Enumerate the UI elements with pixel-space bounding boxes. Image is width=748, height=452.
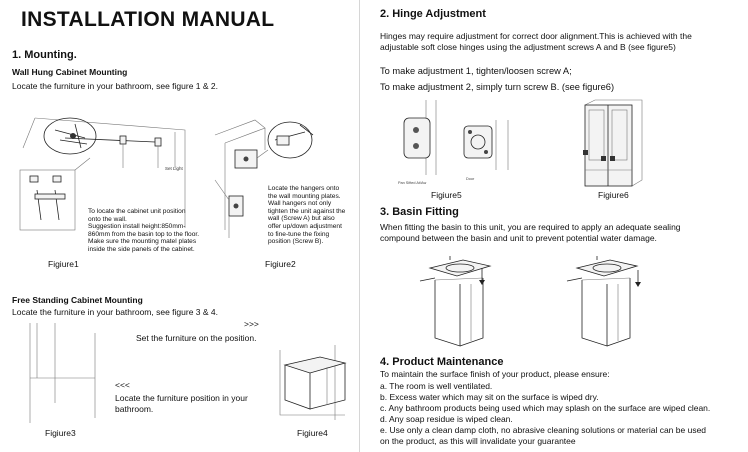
fig2-note: Locate the hangers onto the wall mounting plates. Wall hangers not only tighten the unit against the wall (Screw A) but also offer up/down adjustment to fine-tune the fixing position (Screw B). (268, 185, 346, 246)
arrows-left: <<< (115, 380, 130, 390)
maintenance-item: e. Use only a clean damp cloth, no abrasive cleaning solutions or material can be used (380, 425, 707, 435)
basin-heading: 3. Basin Fitting (380, 206, 459, 218)
figure2-caption: Figiure2 (265, 259, 296, 269)
maintenance-item: c. Any bathroom products being used which may splash on the surface are wiped clean. (380, 403, 711, 413)
basin-text: When fitting the basin to this unit, you are required to apply an adequate sealing compound between the basin and unit to prevent potential water damage. (380, 222, 681, 243)
manual-title: INSTALLATION MANUAL (21, 8, 275, 31)
fig5-label-1: Pan Sifted At/Aw (398, 181, 427, 185)
figure4-caption: Figiure4 (297, 428, 328, 438)
hinge-adjustment-2: To make adjustment 2, simply turn screw B. (see figure6) (380, 82, 615, 92)
maintenance-item: on the product, as this will invalidate your guarantee (380, 436, 576, 446)
maintenance-list (380, 381, 710, 447)
figure6-caption: Figiure6 (598, 190, 629, 200)
free-standing-subheading: Free Standing Cabinet Mounting (12, 295, 143, 305)
hinge-intro: Hinges may require adjustment for correct door alignment.This is achieved with the adjustable soft close hinges using the adjustment screws A and B (see figure5) (380, 31, 692, 52)
figure6-illustration (580, 100, 650, 190)
figure3-illustration (25, 318, 115, 428)
figure3-caption: Figiure3 (45, 428, 76, 438)
maintenance-item: b. Excess water which may sit on the surface is wiped dry. (380, 392, 599, 402)
basin-figure-right (562, 256, 647, 346)
arrows-right: >>> (244, 319, 259, 329)
free-standing-intro: Locate the furniture in your bathroom, see figure 3 & 4. (12, 307, 219, 317)
free-standing-step2: Locate the furniture position in your bathroom. (115, 393, 248, 414)
figure4-illustration (275, 345, 360, 425)
maintenance-item: d. Any soap residue is wiped clean. (380, 414, 513, 424)
maintenance-intro: To maintain the surface finish of your product, please ensure: (380, 369, 610, 379)
fig1-mark: Set Light (165, 166, 183, 171)
maintenance-item: a. The room is well ventilated. (380, 381, 493, 391)
free-standing-step1: Set the furniture on the position. (136, 333, 257, 343)
hinge-heading: 2. Hinge Adjustment (380, 8, 486, 20)
wall-hung-intro: Locate the furniture in your bathroom, see figure 1 & 2. (12, 81, 219, 91)
figure5-illustration (396, 100, 536, 190)
figure5-caption: Figiure5 (431, 190, 462, 200)
basin-figure-left (415, 256, 500, 346)
fig5-label-2: Door (466, 177, 475, 181)
fig1-note: To locate the cabinet unit position onto the wall. Suggestion install height:850mm- 860mm from the basin top to the floor. Make sure the mounting matel plates inside the side panels of the cabinet. (88, 208, 200, 253)
figure1-caption: Figiure1 (48, 259, 79, 269)
mounting-heading: 1. Mounting. (12, 49, 77, 61)
maintenance-heading: 4. Product Maintenance (380, 356, 504, 368)
wall-hung-subheading: Wall Hung Cabinet Mounting (12, 67, 128, 77)
hinge-adjustment-1: To make adjustment 1, tighten/loosen screw A; (380, 66, 572, 76)
